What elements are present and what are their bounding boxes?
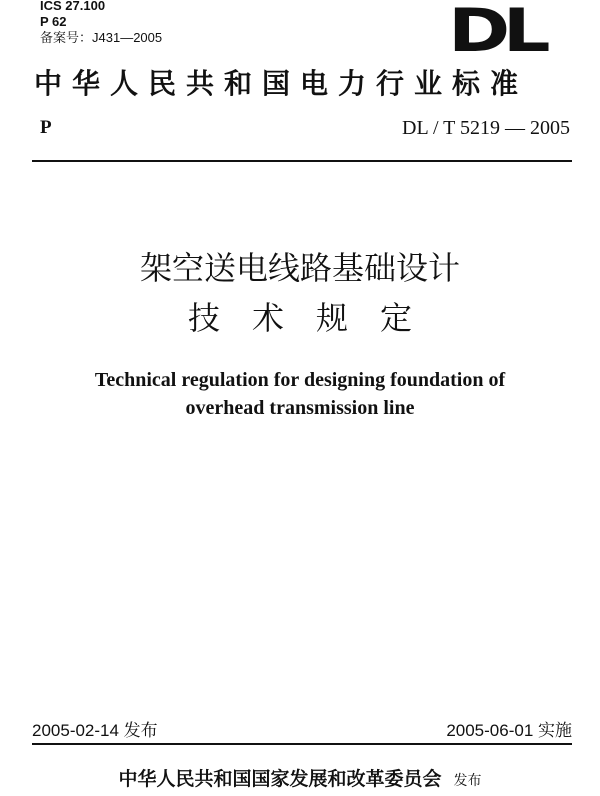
record-number: 备案号：J431—2005 [40,30,163,45]
p-code: P 62 [40,14,67,29]
title-english-line1: Technical regulation for designing foundation of [94,369,506,391]
standard-number: DL / T 5219 — 2005 [402,117,570,139]
bottom-divider [32,743,572,745]
industry-standard-heading: 中华人民共和国电力行业标准 [34,67,529,100]
title-chinese-line2: 技术规定 [187,299,444,337]
publisher-verb: 发布 [453,773,482,789]
classification-code: P [40,117,52,138]
implementation-date: 2005-06-01 实施 [446,721,572,740]
dl-logo: DL [448,0,544,66]
ics-code: ICS 27.100 [40,0,106,13]
title-chinese-line1: 架空送电线路基础设计 [139,249,460,287]
publisher-line [0,766,600,794]
top-divider [32,160,572,162]
publisher-name: 中华人民共和国国家发展和改革委员会 [118,768,442,790]
issue-date: 2005-02-14 发布 [32,721,158,740]
title-english-line2: overhead transmission line [185,397,415,419]
